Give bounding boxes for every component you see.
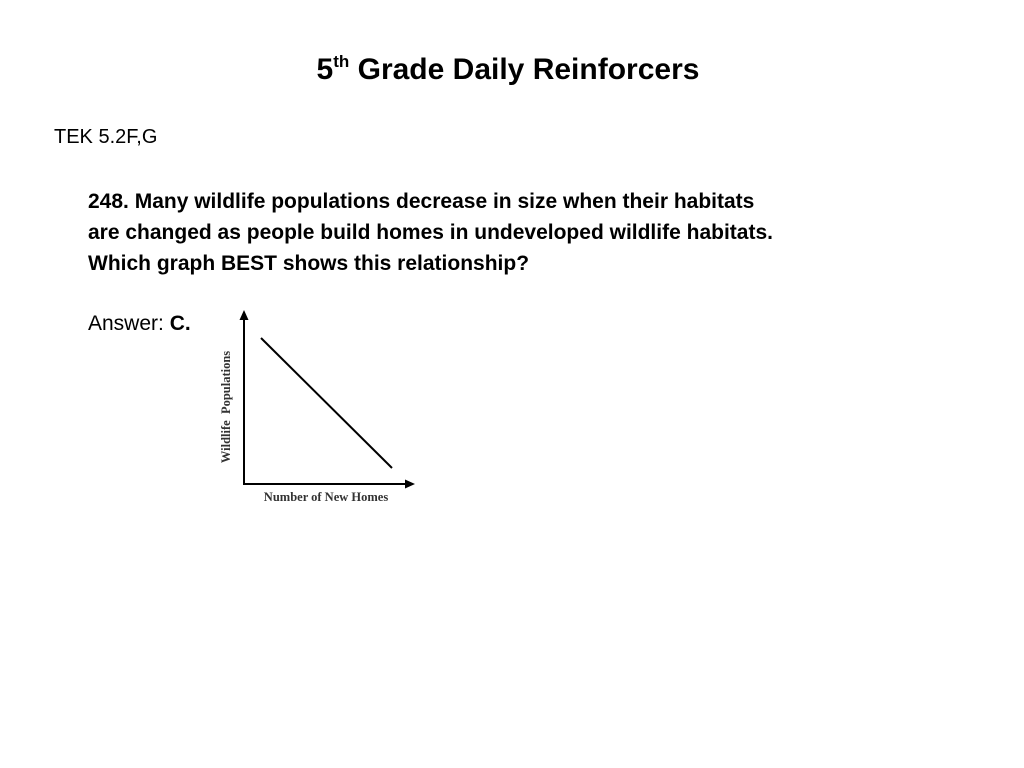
answer (88, 310, 191, 338)
trend-line (261, 338, 392, 468)
x-axis-label: Number of New Homes (263, 490, 389, 504)
title-text: Grade Daily Reinforcers (349, 53, 700, 86)
x-axis-arrow (405, 480, 415, 489)
answer-value: C. (169, 312, 191, 335)
y-axis-label: Wildlife Populations (219, 350, 233, 464)
answer-label: Answer: (88, 312, 170, 335)
title-number: 5 (316, 53, 334, 86)
y-axis-arrow (240, 310, 249, 320)
question-line: are changed as people build homes in undeveloped wildlife habitats. (88, 221, 773, 244)
tek-code: TEK 5.2F,G (54, 126, 158, 148)
question-line: 248. Many wildlife populations decrease in size when their habitats (88, 190, 755, 213)
title-superscript: th (333, 52, 350, 71)
page-title (0, 50, 1016, 90)
question-text (88, 186, 988, 279)
question-line: Which graph BEST shows this relationship? (88, 252, 530, 275)
answer-graph (214, 304, 424, 514)
